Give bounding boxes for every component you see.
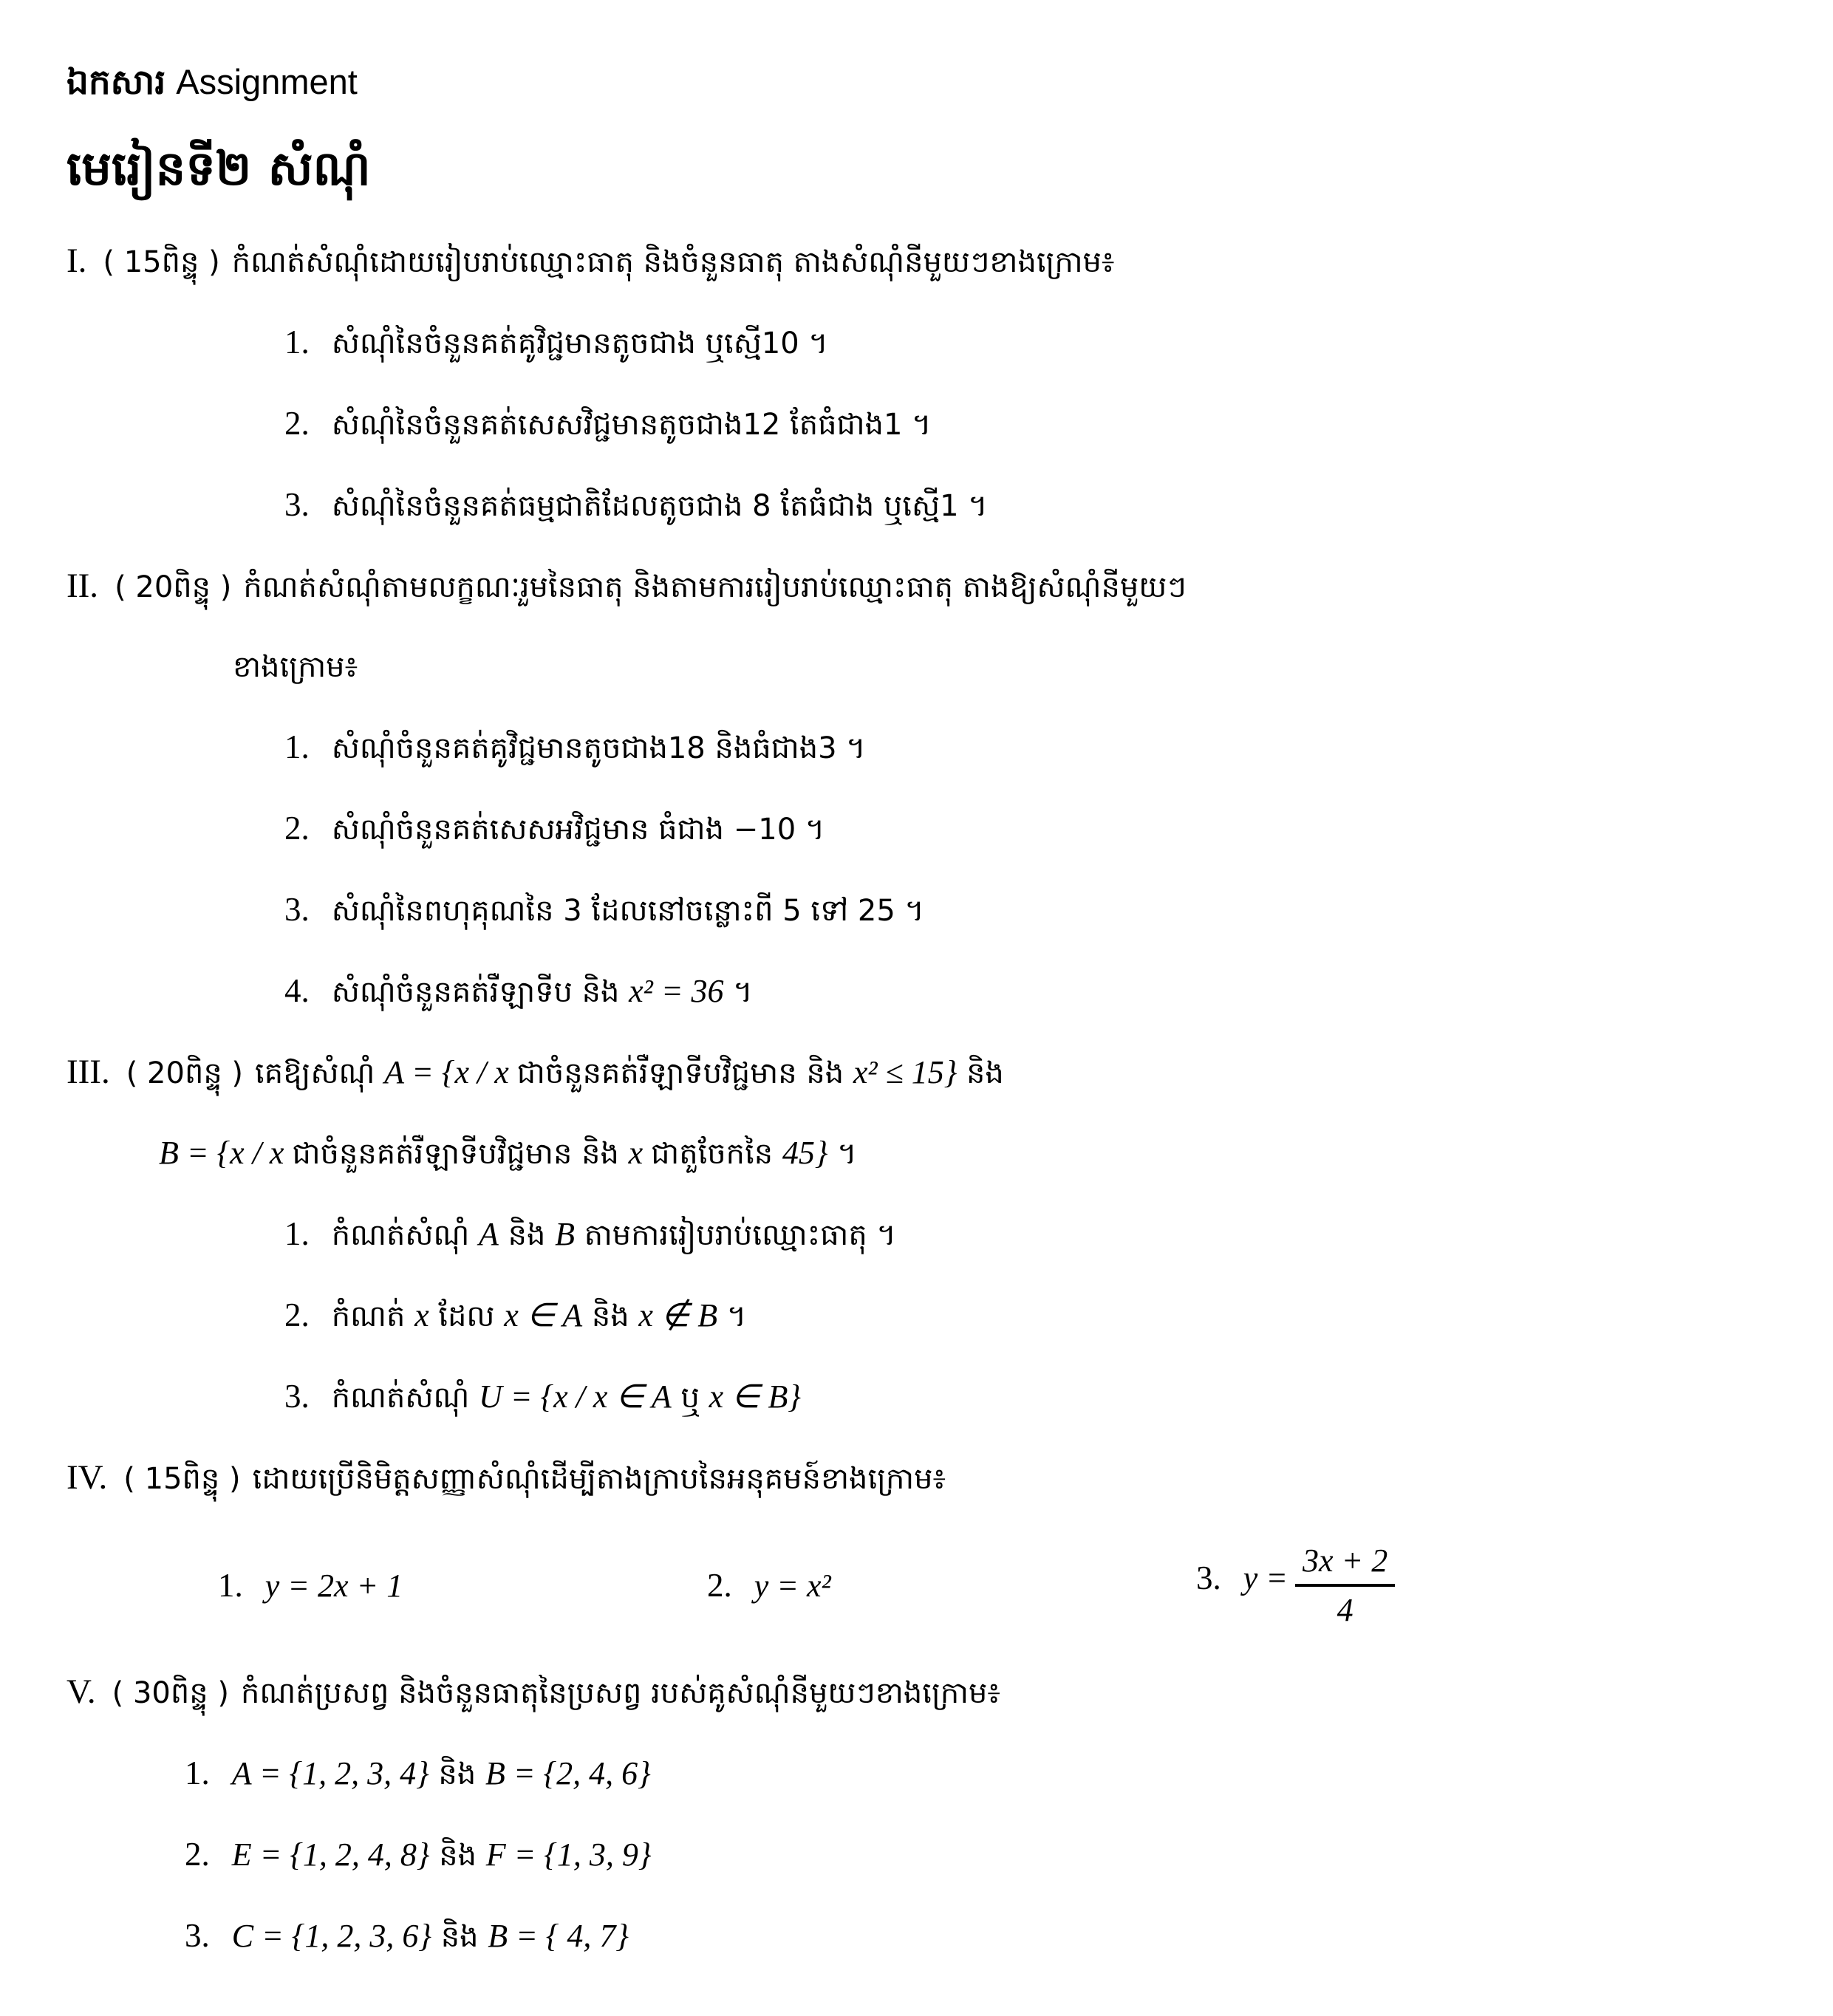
- section-iv-intro: ដោយប្រើនិមិត្តសញ្ញាសំណុំដើម្បីតាងក្រាបនៃអនុគមន៍ខាងក្រោម៖: [252, 1462, 946, 1496]
- list-item: [284, 869, 1796, 951]
- item-text: កំណត់សំណុំ: [331, 1218, 479, 1252]
- set-a-condition-math: x² ≤ 15}: [853, 1054, 958, 1090]
- lesson-title: មេរៀនទី២ សំណុំ: [66, 142, 371, 197]
- item-text: សំណុំនៃចំនួនគត់សេសវិជ្ជមានតូចជាង12 តែធំជាង1 ។: [331, 408, 932, 442]
- section-i-heading: [66, 221, 1796, 302]
- list-item: [284, 1356, 1796, 1438]
- set-expression: A = {1, 2, 3, 4}: [231, 1755, 429, 1791]
- set-expression: F = {1, 3, 9}: [485, 1836, 652, 1873]
- list-item: [284, 302, 1796, 383]
- item-text: សំណុំនៃពហុគុណនៃ 3 ដែលនៅចន្លោះពី 5 ទៅ 25 ។: [331, 894, 924, 928]
- formula-number: 3.: [1196, 1559, 1221, 1596]
- item-text: ។: [717, 1299, 747, 1333]
- section-iii-points: ( 20ពិន្ទុ ): [126, 1056, 244, 1090]
- math-expression: y = 2x + 1: [264, 1568, 403, 1604]
- item-text: តាមការរៀបរាប់ឈ្មោះធាតុ ។: [575, 1218, 896, 1252]
- item-number: 2.: [284, 810, 310, 847]
- math-expression: x: [414, 1297, 429, 1333]
- math-expression: B: [555, 1216, 575, 1252]
- set-expression: B = { 4, 7}: [488, 1918, 629, 1954]
- list-item: [284, 707, 1796, 788]
- math-expression: A: [479, 1216, 499, 1252]
- math-expression: y = x²: [754, 1568, 831, 1604]
- list-item: [284, 383, 1796, 465]
- doc-label: ឯកសារ: [66, 62, 166, 103]
- math-expression: x ∈ A: [504, 1297, 583, 1333]
- item-number: 1.: [185, 1754, 210, 1791]
- item-number: 3.: [185, 1917, 210, 1954]
- section-v-points: ( 30ពិន្ទុ ): [112, 1676, 229, 1710]
- set-b-definition-khmer: ។: [827, 1137, 857, 1171]
- section-ii-intro-line2: ខាងក្រោម៖: [233, 650, 358, 684]
- item-number: 4.: [284, 972, 310, 1009]
- fraction-denominator: 4: [1337, 1592, 1354, 1628]
- set-b-definition-khmer: ជាតួចែកនៃ: [651, 1137, 782, 1171]
- list-item: [185, 1896, 1796, 1977]
- item-number: 3.: [284, 486, 310, 523]
- item-number: 1.: [284, 728, 310, 765]
- math-expression: x² = 36: [629, 973, 724, 1009]
- item-text: ឬ: [671, 1381, 709, 1415]
- item-text: កំណត់សំណុំ: [331, 1381, 479, 1415]
- section-iv-points: ( 15ពិន្ទុ ): [123, 1462, 241, 1496]
- section-ii-intro-line1: កំណត់សំណុំតាមលក្ខណៈរួមនៃធាតុ និងតាមការរៀបរាប់ឈ្មោះធាតុ តាងឱ្យសំណុំនីមួយៗ: [243, 570, 1187, 604]
- item-number: 1.: [284, 324, 310, 361]
- item-number: 3.: [284, 891, 310, 928]
- set-expression: C = {1, 2, 3, 6}: [231, 1918, 431, 1954]
- item-number: 2.: [185, 1836, 210, 1873]
- set-a-definition-math: A = {x / x: [384, 1054, 517, 1090]
- item-text: សំណុំនៃចំនួនគត់ធម្មជាតិដែលតូចជាង 8 តែធំជាង ឬស្មើ1 ។: [331, 489, 988, 523]
- doc-type-label: Assignment: [176, 62, 358, 101]
- fraction: [1295, 1542, 1395, 1629]
- section-iv-formula-row: [218, 1519, 1796, 1652]
- section-i-points: ( 15ពិន្ទុ ): [103, 245, 220, 279]
- set-a-definition-khmer: ជាចំនួនគត់រឺឡាទីបវិជ្ជមាន និង: [516, 1056, 853, 1090]
- list-item: [284, 951, 1796, 1032]
- math-expression: x ∈ B}: [709, 1378, 801, 1415]
- set-expression: B = {2, 4, 6}: [485, 1755, 651, 1791]
- item-number: 1.: [284, 1215, 310, 1252]
- list-item: [284, 465, 1796, 546]
- section-iv-heading: [66, 1438, 1796, 1519]
- section-iii-heading: [66, 1032, 1796, 1113]
- list-item: [185, 1814, 1796, 1896]
- formula-3: [1196, 1542, 1395, 1629]
- list-item: [284, 1275, 1796, 1356]
- section-ii-intro-line2-row: [233, 627, 1796, 707]
- section-ii-numeral: II.: [66, 567, 99, 605]
- section-iii-items: [284, 1194, 1796, 1438]
- math-expression: x ∉ B: [638, 1297, 718, 1333]
- section-iv-numeral: IV.: [66, 1458, 108, 1497]
- list-item: [284, 788, 1796, 869]
- math-expression-lhs: y =: [1243, 1559, 1288, 1596]
- conjunction-text: និង: [429, 1839, 486, 1873]
- section-i-numeral: I.: [66, 242, 87, 280]
- conjunction-text: និង: [429, 1757, 485, 1791]
- section-ii-points: ( 20ពិន្ទុ ): [115, 570, 232, 604]
- section-ii-heading: [66, 546, 1796, 627]
- item-text: និង: [498, 1218, 556, 1252]
- item-text: សំណុំចំនួនគត់រឺឡាទីប និង: [331, 975, 629, 1009]
- section-iii-line2: [159, 1113, 1796, 1194]
- formula-number: 2.: [707, 1567, 732, 1604]
- item-text: និង: [582, 1299, 639, 1333]
- conjunction-text: និង: [431, 1920, 488, 1954]
- set-b-definition-math: B = {x / x: [159, 1135, 293, 1171]
- section-v-heading: [66, 1652, 1796, 1733]
- section-v-intro: កំណត់ប្រសព្វ និងចំនួនធាតុនៃប្រសព្វ របស់គូសំណុំនីមួយៗខាងក្រោម៖: [240, 1676, 1000, 1710]
- fraction-numerator: 3x + 2: [1295, 1542, 1395, 1587]
- math-expression: U = {x / x ∈ A: [479, 1378, 672, 1415]
- document-title-line: [66, 50, 1796, 122]
- section-ii-items: [284, 707, 1796, 1032]
- item-text: ។: [723, 975, 753, 1009]
- set-b-variable: x: [628, 1135, 652, 1171]
- section-i-intro: កំណត់សំណុំដោយរៀបរាប់ឈ្មោះធាតុ និងចំនួនធាតុ តាងសំណុំនីមួយៗខាងក្រោម៖: [231, 245, 1115, 279]
- section-v-items: [185, 1733, 1796, 1977]
- item-text: ដែល: [429, 1299, 505, 1333]
- set-b-definition-khmer: ជាចំនួនគត់រឺឡាទីបវិជ្ជមាន និង: [292, 1137, 629, 1171]
- item-text: សំណុំចំនួនគត់គូវិជ្ជមានតូចជាង18 និងធំជាង3 ។: [331, 731, 866, 765]
- item-number: 2.: [284, 405, 310, 442]
- formula-1: [218, 1566, 707, 1605]
- item-number: 2.: [284, 1296, 310, 1333]
- list-item: [185, 1733, 1796, 1814]
- section-i-items: [284, 302, 1796, 546]
- list-item: [284, 1194, 1796, 1275]
- item-text: សំណុំនៃចំនួនគត់គូវិជ្ជមានតូចជាង ឬស្មើ10 ។: [331, 327, 828, 361]
- set-a-definition-khmer: គេឱ្យសំណុំ: [255, 1056, 385, 1090]
- formula-2: [707, 1566, 1196, 1605]
- section-iii-numeral: III.: [66, 1053, 110, 1091]
- item-text: សំណុំចំនួនគត់សេសអវិជ្ជមាន ធំជាង −10 ។: [331, 813, 825, 847]
- formula-number: 1.: [218, 1567, 243, 1604]
- item-text: កំណត់: [331, 1299, 415, 1333]
- set-b-condition-math: 45}: [782, 1135, 828, 1171]
- item-number: 3.: [284, 1378, 310, 1415]
- set-expression: E = {1, 2, 4, 8}: [231, 1836, 430, 1873]
- section-v-numeral: V.: [66, 1672, 96, 1711]
- set-a-definition-khmer: និង: [957, 1056, 1004, 1090]
